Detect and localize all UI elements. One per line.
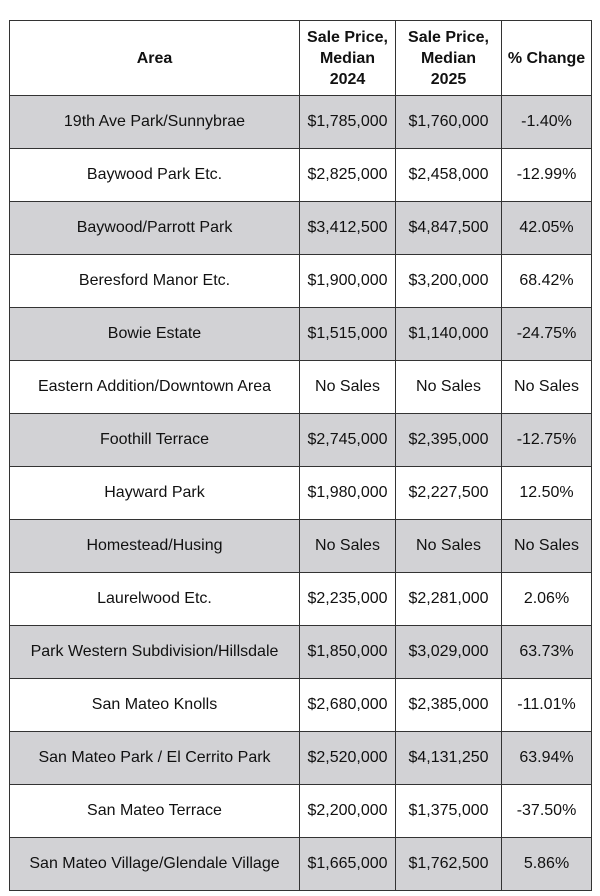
table-row <box>10 785 592 838</box>
cell-price-2025: $4,847,500 <box>396 202 502 255</box>
cell-area: San Mateo Park / El Cerrito Park <box>10 732 300 785</box>
cell-price-2025: $3,029,000 <box>396 626 502 679</box>
cell-price-2025: $2,227,500 <box>396 467 502 520</box>
cell-price-2025: $4,131,250 <box>396 732 502 785</box>
table-body <box>10 96 592 891</box>
cell-price-2024: $1,980,000 <box>300 467 396 520</box>
cell-price-2025: $1,760,000 <box>396 96 502 149</box>
table-row <box>10 467 592 520</box>
table-row <box>10 414 592 467</box>
cell-price-2025: $1,762,500 <box>396 838 502 891</box>
cell-price-2024: $1,850,000 <box>300 626 396 679</box>
cell-price-2025: No Sales <box>396 520 502 573</box>
cell-price-2024: No Sales <box>300 361 396 414</box>
cell-percent-change: -24.75% <box>502 308 592 361</box>
cell-percent-change: -12.99% <box>502 149 592 202</box>
cell-area: San Mateo Village/Glendale Village <box>10 838 300 891</box>
cell-percent-change: -12.75% <box>502 414 592 467</box>
cell-price-2024: $2,235,000 <box>300 573 396 626</box>
cell-percent-change: -1.40% <box>502 96 592 149</box>
cell-percent-change: 2.06% <box>502 573 592 626</box>
table-row <box>10 202 592 255</box>
header-price-2024-line: Sale Price, <box>307 28 388 46</box>
cell-percent-change: 63.73% <box>502 626 592 679</box>
header-price-2025 <box>396 21 502 96</box>
table-header-row <box>10 21 592 96</box>
header-price-2025-line: 2025 <box>430 70 467 88</box>
cell-percent-change: 42.05% <box>502 202 592 255</box>
cell-price-2024: $1,900,000 <box>300 255 396 308</box>
cell-area: Park Western Subdivision/Hillsdale <box>10 626 300 679</box>
cell-percent-change: -11.01% <box>502 679 592 732</box>
cell-area: Laurelwood Etc. <box>10 573 300 626</box>
cell-percent-change: -37.50% <box>502 785 592 838</box>
cell-price-2025: $2,395,000 <box>396 414 502 467</box>
cell-area: Bowie Estate <box>10 308 300 361</box>
header-percent-change: % Change <box>502 21 592 96</box>
cell-area: Hayward Park <box>10 467 300 520</box>
cell-percent-change: 5.86% <box>502 838 592 891</box>
cell-area: Baywood Park Etc. <box>10 149 300 202</box>
header-price-2024-line: Median <box>319 49 376 67</box>
header-price-2024-line: 2024 <box>329 70 366 88</box>
cell-percent-change: 12.50% <box>502 467 592 520</box>
cell-percent-change: No Sales <box>502 520 592 573</box>
median-sale-price-table <box>9 20 592 891</box>
cell-price-2024: $1,785,000 <box>300 96 396 149</box>
cell-area: Baywood/Parrott Park <box>10 202 300 255</box>
header-price-2025-line: Median <box>420 49 477 67</box>
cell-price-2024: $2,825,000 <box>300 149 396 202</box>
cell-price-2025: No Sales <box>396 361 502 414</box>
cell-area: San Mateo Knolls <box>10 679 300 732</box>
cell-area: Homestead/Husing <box>10 520 300 573</box>
table-row <box>10 732 592 785</box>
cell-area: Beresford Manor Etc. <box>10 255 300 308</box>
cell-area: Eastern Addition/Downtown Area <box>10 361 300 414</box>
cell-percent-change: 63.94% <box>502 732 592 785</box>
cell-price-2024: No Sales <box>300 520 396 573</box>
table-row <box>10 255 592 308</box>
cell-price-2024: $2,520,000 <box>300 732 396 785</box>
cell-percent-change: 68.42% <box>502 255 592 308</box>
cell-area: San Mateo Terrace <box>10 785 300 838</box>
cell-price-2024: $1,515,000 <box>300 308 396 361</box>
cell-area: Foothill Terrace <box>10 414 300 467</box>
header-price-2024 <box>300 21 396 96</box>
cell-price-2025: $1,140,000 <box>396 308 502 361</box>
cell-price-2025: $1,375,000 <box>396 785 502 838</box>
cell-price-2024: $2,680,000 <box>300 679 396 732</box>
cell-price-2025: $2,281,000 <box>396 573 502 626</box>
cell-price-2024: $3,412,500 <box>300 202 396 255</box>
table-row <box>10 520 592 573</box>
cell-area: 19th Ave Park/Sunnybrae <box>10 96 300 149</box>
table-row <box>10 149 592 202</box>
price-table-container <box>9 20 592 891</box>
cell-price-2025: $2,458,000 <box>396 149 502 202</box>
table-row <box>10 361 592 414</box>
cell-price-2024: $2,745,000 <box>300 414 396 467</box>
table-row <box>10 96 592 149</box>
table-row <box>10 838 592 891</box>
header-area: Area <box>10 21 300 96</box>
cell-price-2025: $2,385,000 <box>396 679 502 732</box>
table-row <box>10 308 592 361</box>
cell-price-2024: $1,665,000 <box>300 838 396 891</box>
cell-price-2025: $3,200,000 <box>396 255 502 308</box>
table-row <box>10 679 592 732</box>
cell-price-2024: $2,200,000 <box>300 785 396 838</box>
table-row <box>10 573 592 626</box>
cell-percent-change: No Sales <box>502 361 592 414</box>
header-price-2025-line: Sale Price, <box>408 28 489 46</box>
table-row <box>10 626 592 679</box>
